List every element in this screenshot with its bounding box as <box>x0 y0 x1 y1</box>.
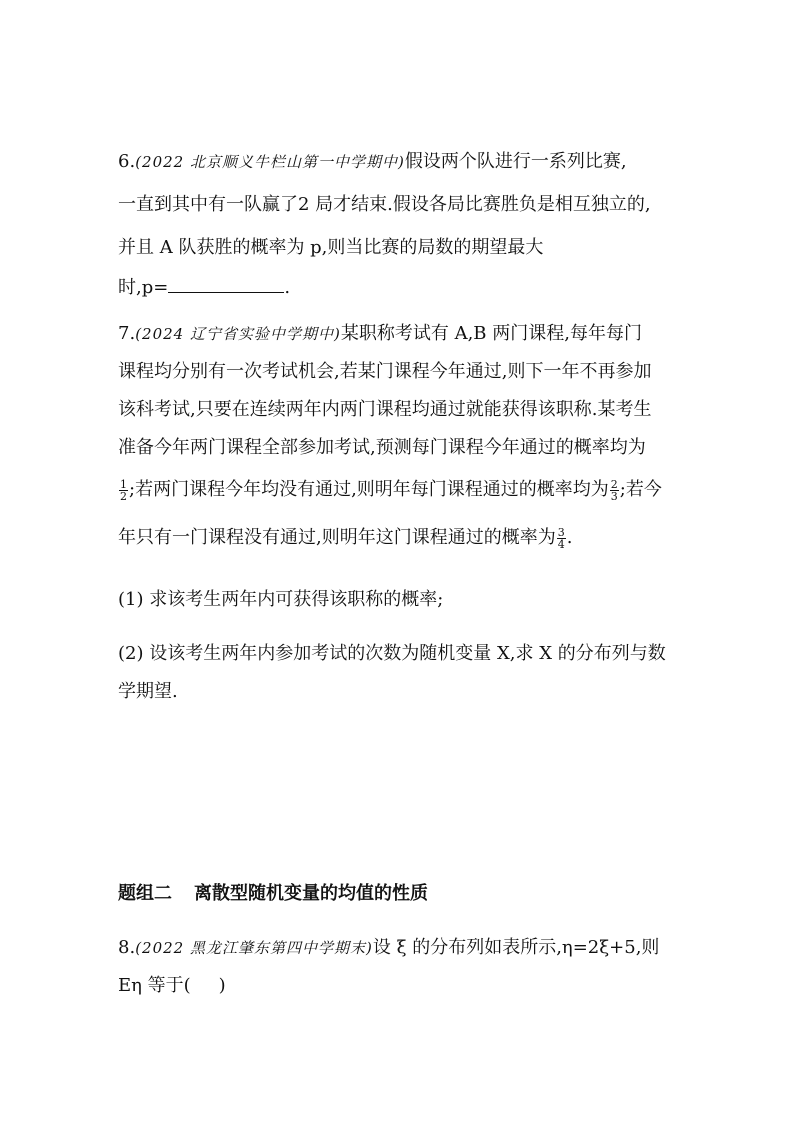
q7-line6-text: 年只有一门课程没有通过,则明年这门课程通过的概率为 <box>118 527 556 548</box>
fraction-denominator: 3 <box>610 489 618 503</box>
fraction-three-quarters <box>557 527 566 550</box>
q6-answer-suffix: . <box>284 277 291 298</box>
fraction-denominator: 4 <box>557 537 565 551</box>
q6-text: 假设两个队进行一系列比赛, <box>404 151 627 172</box>
q8-line2-start: Eη 等于( <box>118 975 191 996</box>
fraction-numerator: 3 <box>557 525 565 539</box>
q8-line1 <box>118 936 678 960</box>
q6-line3: 并且 A 队获胜的概率为 p,则当比赛的局数的期望最大 <box>118 237 544 258</box>
q7-number: 7. <box>118 323 136 344</box>
fraction-numerator: 1 <box>120 477 127 491</box>
section-heading <box>118 882 678 906</box>
q7-line5-text: ;若两门课程今年均没有通过,则明年每门课程通过的概率均为 <box>129 479 609 500</box>
q6-line2: 一直到其中有一队赢了2 局才结束.假设各局比赛胜负是相互独立的, <box>118 194 651 215</box>
section-title: 离散型随机变量的均值的性质 <box>194 883 428 904</box>
q8-text: 设 ξ 的分布列如表所示,η=2ξ+5,则 <box>372 937 660 958</box>
q7-line4: 准备今年两门课程全部参加考试,预测每门课程今年通过的概率均为 <box>118 437 646 458</box>
q8-line2 <box>118 974 678 998</box>
q7-text: 某职称考试有 A,B 两门课程,每年每门 <box>340 323 642 344</box>
q7-part2-line1: (2) 设该考生两年内参加考试的次数为随机变量 X,求 X 的分布列与数 <box>118 643 666 664</box>
q6-number: 6. <box>118 151 136 172</box>
q6-answer-blank <box>168 274 284 293</box>
q6-source: (2022 北京顺义牛栏山第一中学期中) <box>135 153 405 171</box>
q6-answer-prefix: 时,p= <box>118 277 169 298</box>
q7-line6 <box>118 526 678 550</box>
q8-source: (2022 黑龙江肇东第四中学期末) <box>135 939 373 957</box>
section-label: 题组二 <box>118 883 172 904</box>
q7-line3: 该科考试,只要在连续两年内两门课程均通过就能获得该职称.某考生 <box>118 399 652 420</box>
fraction-denominator: 2 <box>120 489 127 503</box>
q7-line5-end: ;若今 <box>619 479 662 500</box>
q8-line2-end: ) <box>218 975 226 996</box>
fraction-one-half <box>119 479 128 502</box>
q8-number: 8. <box>118 937 136 958</box>
q7-line6-end: . <box>566 527 573 548</box>
fraction-numerator: 2 <box>610 477 618 491</box>
q6-line4 <box>118 274 678 300</box>
q7-part1: (1) 求该考生两年内可获得该职称的概率; <box>118 589 444 610</box>
q7-part2-line2: 学期望. <box>118 681 178 702</box>
q7-line1 <box>118 322 678 346</box>
q7-line2: 课程均分别有一次考试机会,若某门课程今年通过,则下一年不再参加 <box>118 361 652 382</box>
q6-line1 <box>118 150 678 174</box>
q7-line5 <box>118 478 678 502</box>
q7-source: (2024 辽宁省实验中学期中) <box>135 325 341 343</box>
fraction-two-thirds <box>610 479 619 502</box>
